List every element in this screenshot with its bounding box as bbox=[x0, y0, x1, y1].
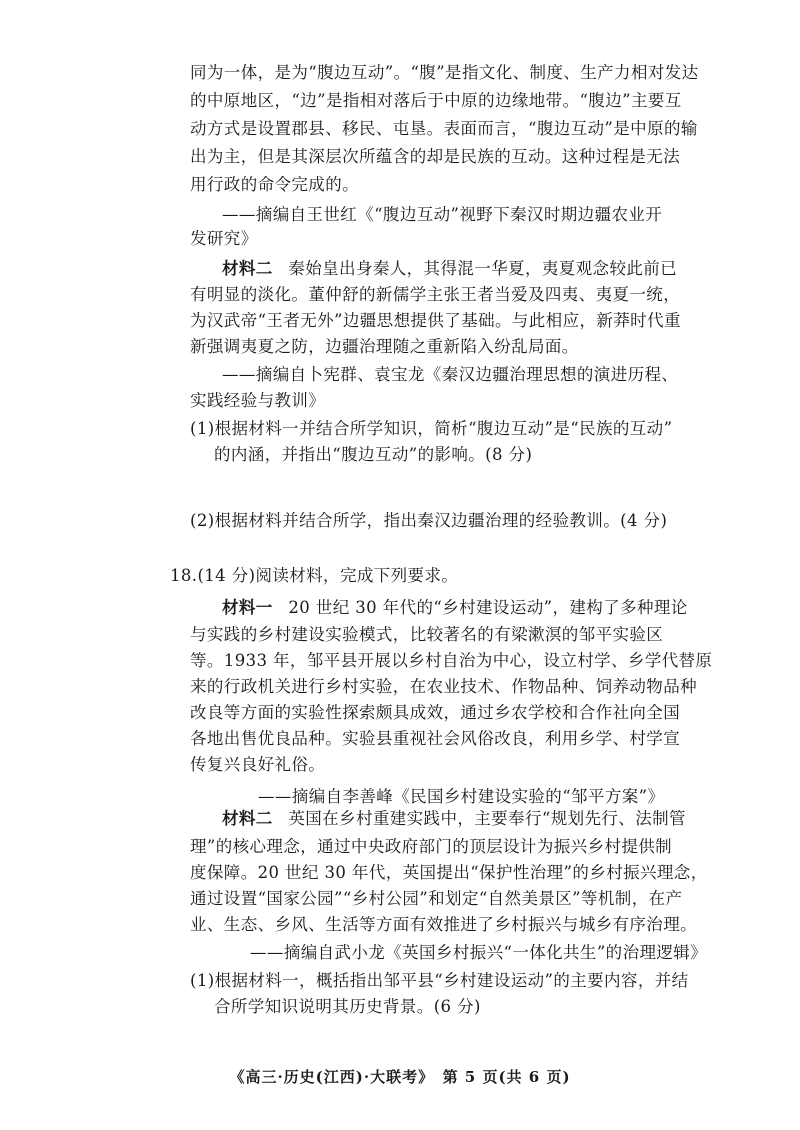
text-line: 出为主，但是其深层次所蕴含的却是民族的互动。这种过程是无法 bbox=[190, 147, 681, 166]
text-line: 各地出售优良品种。实验县重视社会风俗改良，利用乡学、村学宣 bbox=[190, 729, 681, 748]
text-line: 等。1933 年，邹平县开展以乡村自治为中心，设立村学、乡学代替原 bbox=[190, 651, 713, 670]
material-label: 材料一 bbox=[222, 598, 273, 617]
material-2-first-line bbox=[222, 258, 677, 280]
page-footer: 《高三·历史(江西)·大联考》 第 5 页(共 6 页) bbox=[229, 1068, 571, 1086]
source-line: ——摘编自李善峰《民国乡村建设实验的“邹平方案”》 bbox=[258, 787, 665, 806]
text-line: 与实践的乡村建设实验模式，比较著名的有梁漱溟的邹平实验区 bbox=[190, 625, 664, 644]
material-label: 材料二 bbox=[222, 809, 273, 828]
text-line: 度保障。20 世纪 30 年代，英国提出“保护性治理”的乡村振兴理念， bbox=[190, 863, 708, 882]
material-text: 秦始皇出身秦人，其得混一华夏，夷夏观念较此前已 bbox=[288, 259, 678, 278]
text-line: 通过设置“国家公园”“乡村公园”和划定“自然美景区”等机制，在产 bbox=[190, 889, 683, 908]
question-2: (2)根据材料并结合所学，指出秦汉边疆治理的经验教训。(4 分) bbox=[190, 511, 668, 530]
material-1-first-line bbox=[222, 597, 688, 619]
text-line: 业、生态、乡风、生活等方面有效推进了乡村振兴与城乡有序治理。 bbox=[190, 915, 697, 934]
material-2-first-line bbox=[222, 808, 686, 830]
text-line: 同为一体，是为“腹边互动”。“腹”是指文化、制度、生产力相对发达 bbox=[190, 63, 699, 82]
text-line: 的中原地区，“边”是指相对落后于中原的边缘地带。“腹边”主要互 bbox=[190, 91, 682, 110]
source-line: 发研究》 bbox=[190, 229, 258, 248]
text-line: 用行政的命令完成的。 bbox=[190, 175, 359, 194]
material-text: 英国在乡村重建实践中，主要奉行“规划先行、法制管 bbox=[288, 809, 686, 828]
text-line: 动方式是设置郡县、移民、屯垦。表面而言，“腹边互动”是中原的输 bbox=[190, 119, 698, 138]
question-1-line: 的内涵，并指出“腹边互动”的影响。(8 分) bbox=[214, 445, 533, 464]
text-line: 来的行政机关进行乡村实验，在农业技术、作物品种、饲养动物品种 bbox=[190, 677, 697, 696]
text-line: 传复兴良好礼俗。 bbox=[190, 755, 326, 774]
question-1-line: (1)根据材料一并结合所学知识，简析“腹边互动”是“民族的互动” bbox=[190, 419, 673, 438]
material-label: 材料二 bbox=[222, 259, 273, 278]
source-line: ——摘编自卜宪群、袁宝龙《秦汉边疆治理思想的演进历程、 bbox=[222, 365, 679, 384]
material-text: 20 世纪 30 年代的“乡村建设运动”，建构了多种理论 bbox=[288, 598, 688, 617]
text-line: 改良等方面的实验性探索颇具成效，通过乡农学校和合作社向全国 bbox=[190, 703, 681, 722]
text-line: 理”的核心理念，通过中央政府部门的顶层设计为振兴乡村提供制 bbox=[190, 837, 673, 856]
question-1-line: 合所学知识说明其历史背景。(6 分) bbox=[214, 997, 481, 1016]
question-18-heading: 18.(14 分)阅读材料，完成下列要求。 bbox=[170, 566, 459, 585]
source-line: ——摘编自武小龙《英国乡村振兴“一体化共生”的治理逻辑》 bbox=[250, 943, 708, 962]
source-line: 实践经验与教训》 bbox=[190, 391, 326, 410]
text-line: 新强调夷夏之防，边疆治理随之重新陷入纷乱局面。 bbox=[190, 337, 579, 356]
text-line: 为汉武帝“王者无外”边疆思想提供了基础。与此相应，新莽时代重 bbox=[190, 311, 681, 330]
text-line: 有明显的淡化。董仲舒的新儒学主张王者当爱及四夷、夷夏一统， bbox=[190, 285, 681, 304]
source-line: ——摘编自王世红《“腹边互动”视野下秦汉时期边疆农业开 bbox=[222, 205, 663, 224]
question-1-line: (1)根据材料一，概括指出邹平县“乡村建设运动”的主要内容，并结 bbox=[190, 971, 689, 990]
